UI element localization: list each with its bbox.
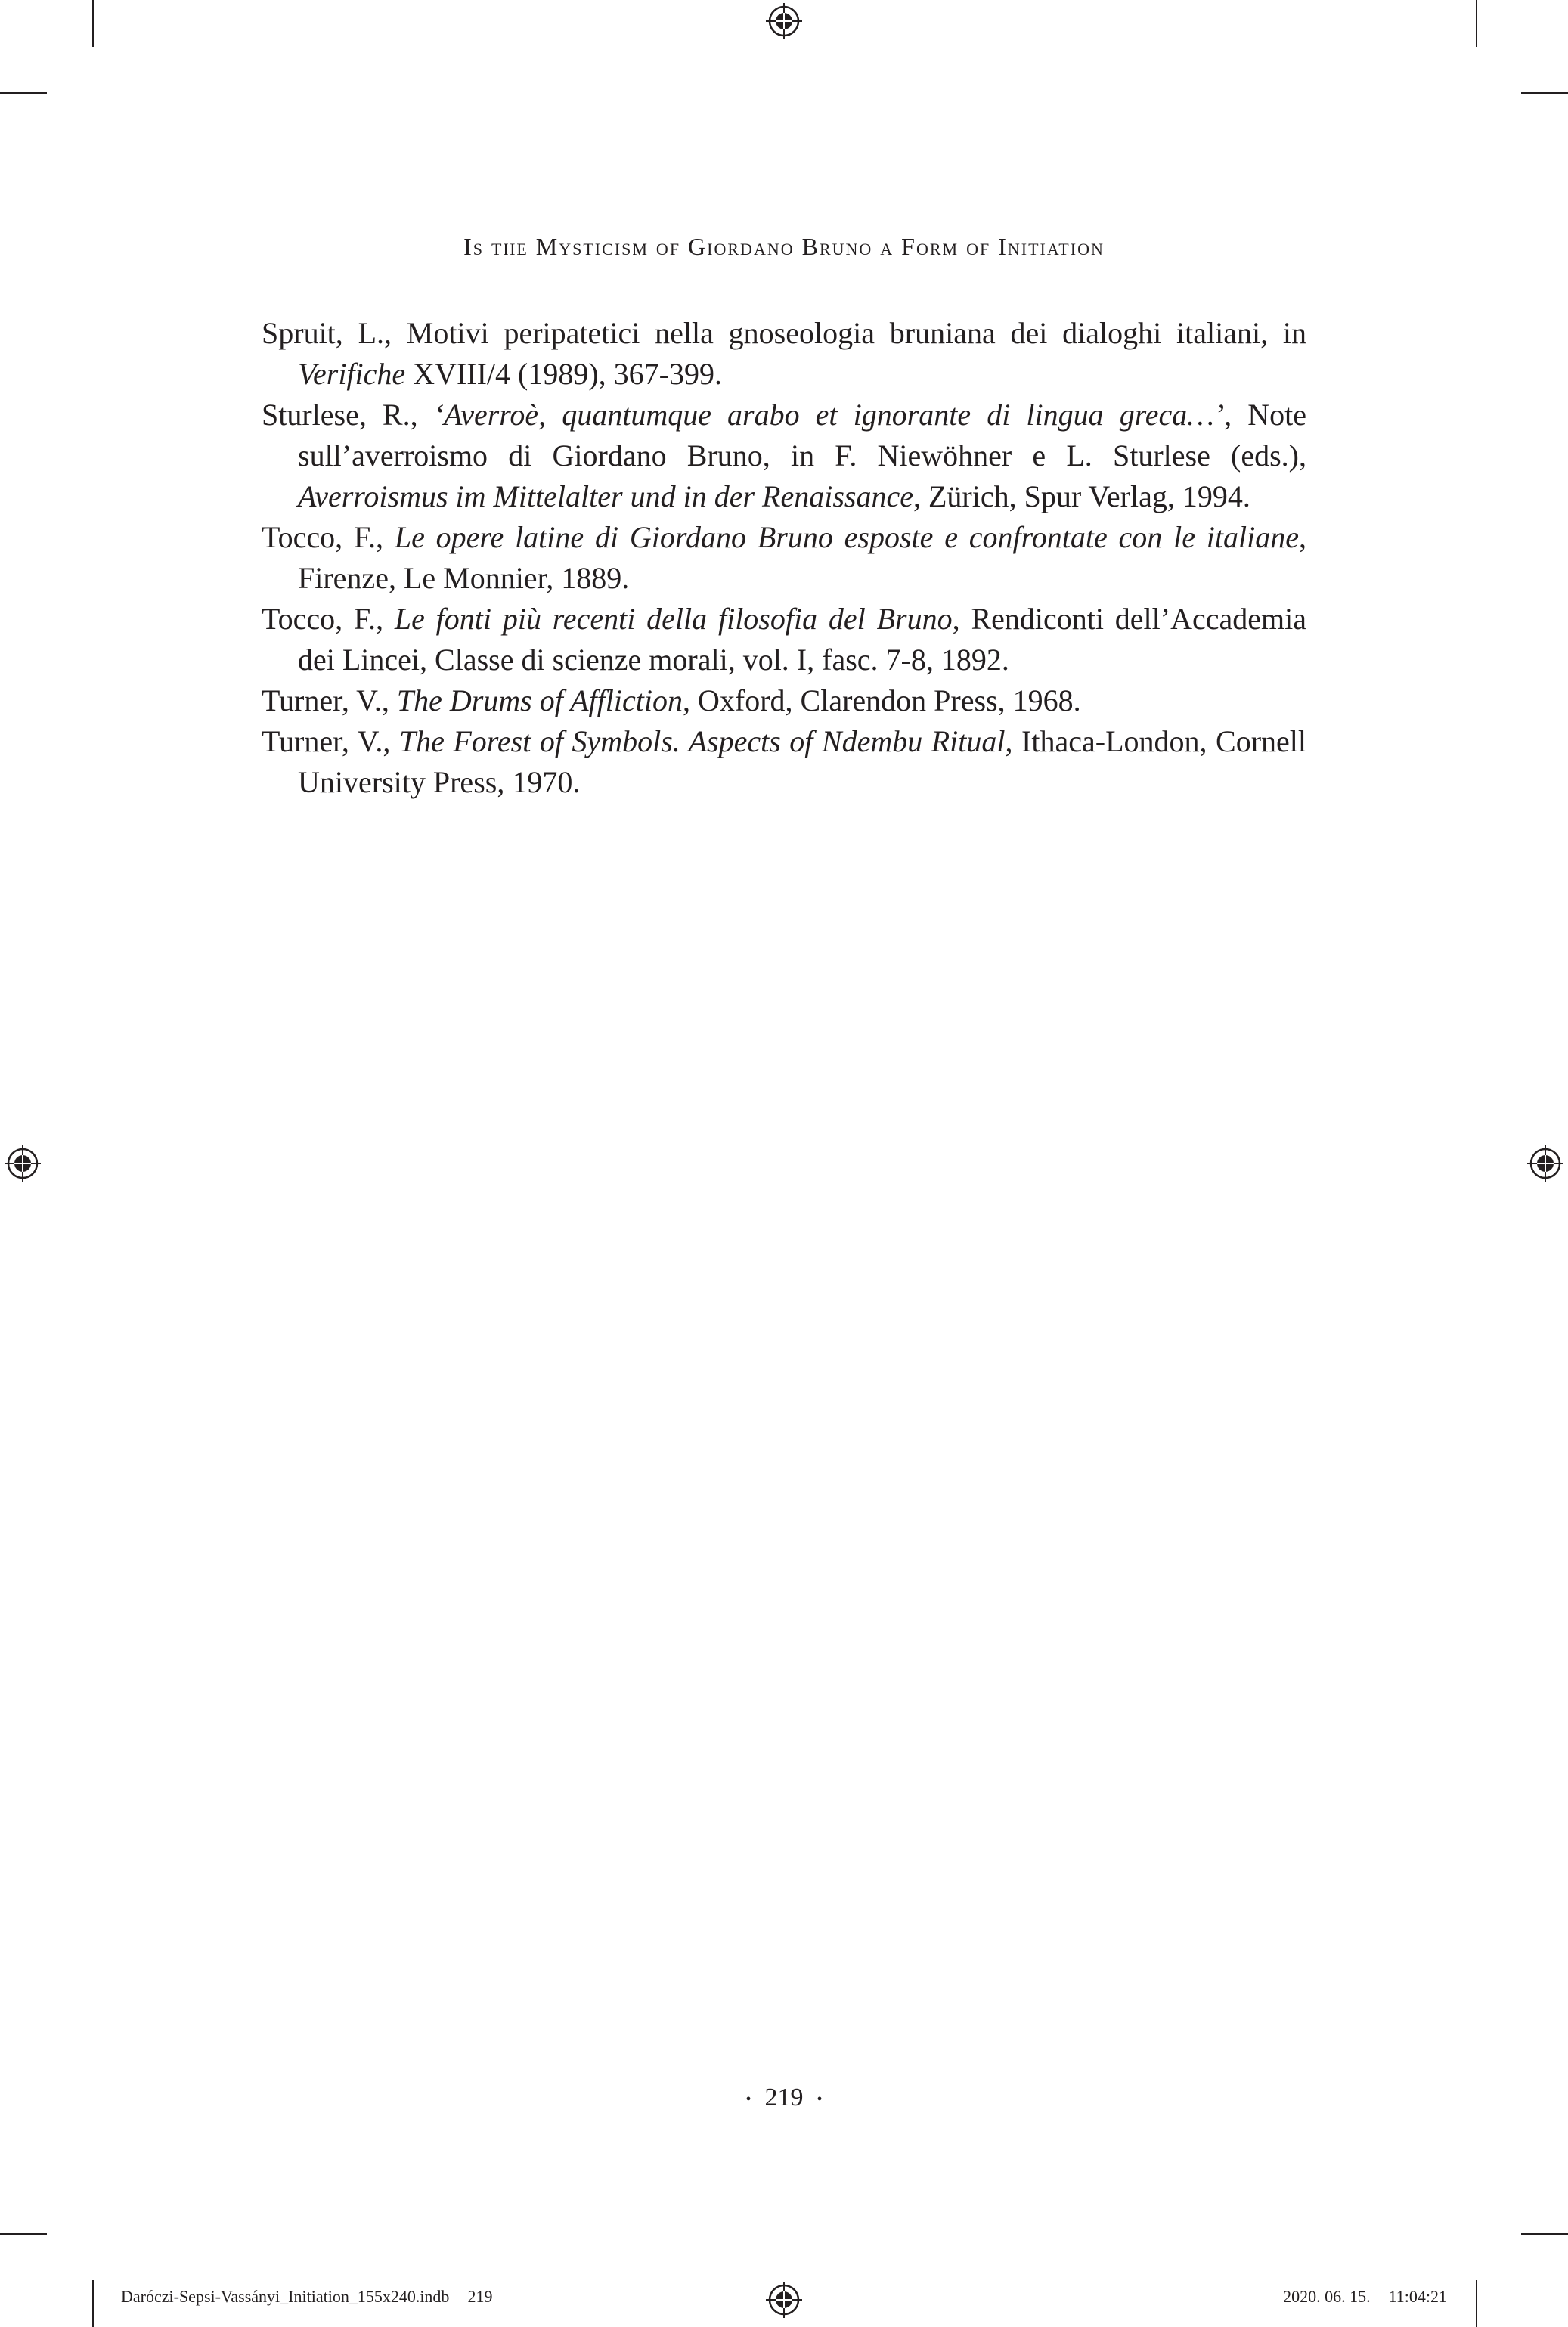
- entry-text: XVIII/4 (1989), 367-399.: [405, 357, 722, 391]
- registration-mark-bottom-icon: [766, 2282, 802, 2318]
- slug-time: 11:04:21: [1388, 2287, 1447, 2306]
- running-head: Is the Mysticism of Giordano Bruno a Form of Initiation: [463, 233, 1105, 260]
- bibliography-entry: [262, 395, 1306, 517]
- crop-mark-left-top: [0, 92, 47, 94]
- entry-title: ‘Averroè, quantumque arabo et ignorante di lingua greca…’: [433, 398, 1225, 432]
- bullet-icon: •: [745, 2091, 751, 2109]
- bibliography-entry: [262, 680, 1306, 721]
- entry-text: , Zürich, Spur Verlag, 1994.: [913, 479, 1250, 513]
- crop-mark-bottom-left: [92, 2280, 94, 2327]
- registration-mark-left-icon: [5, 1145, 41, 1182]
- bibliography-list: [262, 313, 1306, 803]
- entry-text: Turner, V.,: [262, 683, 397, 717]
- crop-mark-bottom-right: [1476, 2280, 1477, 2327]
- crop-mark-top-right: [1476, 0, 1477, 47]
- registration-mark-top-icon: [766, 3, 802, 39]
- entry-text: , Rendiconti dell’Accademia dei Lincei, Classe di scienze morali, vol. I, fasc. 7-8, 1892.: [298, 602, 1306, 677]
- slug-file-info: [121, 2286, 492, 2307]
- crop-mark-right-top: [1521, 92, 1568, 94]
- entry-title: Le fonti più recenti della filosofia del Bruno: [394, 602, 953, 636]
- entry-text: , Firenze, Le Monnier, 1889.: [298, 520, 1306, 595]
- crop-mark-top-left: [92, 0, 94, 47]
- registration-mark-right-icon: [1527, 1145, 1563, 1182]
- entry-title: Verifiche: [298, 357, 406, 391]
- entry-title: The Drums of Affliction: [396, 683, 683, 717]
- bibliography-entry: [262, 313, 1306, 395]
- entry-title: Le opere latine di Giordano Bruno esposte e confrontate con le italiane: [394, 520, 1299, 554]
- entry-title: The Forest of Symbols. Aspects of Ndembu Ritual: [398, 724, 1006, 758]
- slug-timestamp: [1283, 2286, 1447, 2307]
- entry-text: Turner, V.,: [262, 724, 399, 758]
- entry-text: Tocco, F.,: [262, 520, 395, 554]
- entry-text: , Ithaca-London, Cornell University Press, 1970.: [298, 724, 1306, 799]
- bullet-icon: •: [817, 2091, 823, 2109]
- entry-text: Spruit, L., Motivi peripatetici nella gnoseologia bruniana dei dialoghi italiani, in: [262, 316, 1306, 350]
- page-number: [0, 2081, 1568, 2117]
- entry-text: Tocco, F.,: [262, 602, 395, 636]
- slug-date: 2020. 06. 15.: [1283, 2287, 1371, 2306]
- bibliography-entry: [262, 599, 1306, 680]
- page-number-value: 219: [764, 2084, 804, 2112]
- bibliography-entry: [262, 721, 1306, 803]
- entry-title: Averroismus im Mittelalter und in der Renaissance: [298, 479, 913, 513]
- entry-text: , Oxford, Clarendon Press, 1968.: [683, 683, 1081, 717]
- crop-mark-right-bottom: [1521, 2233, 1568, 2235]
- bibliography-entry: [262, 517, 1306, 599]
- slug-page: 219: [467, 2287, 493, 2306]
- slug-filename: Daróczi-Sepsi-Vassányi_Initiation_155x240.indb: [121, 2287, 450, 2306]
- crop-mark-left-bottom: [0, 2233, 47, 2235]
- entry-text: , Note sull’averroismo di Giordano Bruno, in F. Niewöhner e L. Sturlese (eds.),: [298, 398, 1306, 473]
- entry-text: Sturlese, R.,: [262, 398, 434, 432]
